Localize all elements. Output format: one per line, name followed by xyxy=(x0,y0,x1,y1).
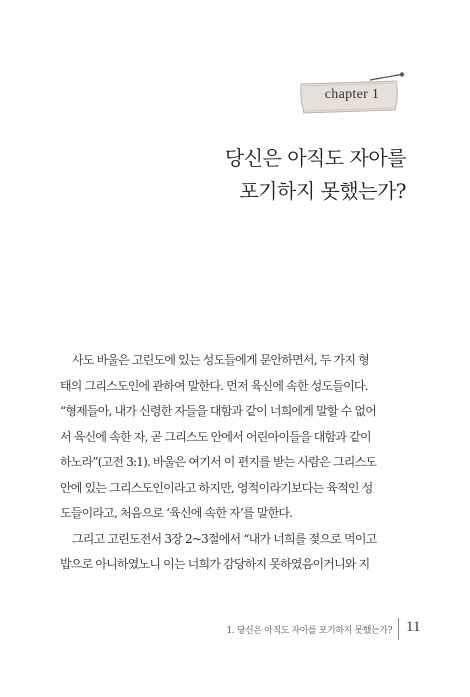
body-line: 그리고 고린도전서 3장 2~3절에서 “내가 너희를 젖으로 먹이고 xyxy=(72,531,377,546)
chapter-title-line: 당신은 아직도 자아를 xyxy=(224,146,406,170)
page-footer xyxy=(0,618,470,642)
body-line: 태의 그리스도인에 관하여 말한다. 먼저 육신에 속한 성도들이다. xyxy=(60,378,368,393)
chapter-title-line: 포기하지 못했는가? xyxy=(239,179,406,203)
body-text xyxy=(60,348,412,578)
running-title: 1. 당신은 아직도 자아를 포기하지 못했는가? xyxy=(226,626,392,636)
body-line: 안에 있는 그리스도인이라고 하지만, 영적이라기보다는 육적인 성 xyxy=(60,480,373,495)
chapter-title xyxy=(225,142,406,208)
chapter-tag xyxy=(298,72,408,122)
body-line: 사도 바울은 고린도에 있는 성도들에게 문안하면서, 두 가지 형 xyxy=(72,353,369,367)
body-line: 서 육신에 속한 자, 곧 그리스도 안에서 어린아이들을 대함과 같이 xyxy=(60,429,371,444)
body-line: 밥으로 아니하였노니 이는 너희가 감당하지 못하였음이거니와 지 xyxy=(60,557,370,571)
body-line: 하노라”(고전 3:1). 바울은 여기서 이 편지를 받는 사람은 그리스도 xyxy=(60,455,377,469)
footer-divider xyxy=(398,618,399,640)
chapter-label: chapter 1 xyxy=(324,87,380,102)
body-line: 도들이라고, 처음으로 ‘육신에 속한 자’를 말한다. xyxy=(60,506,293,520)
body-line: “형제들아, 내가 신령한 자들을 대함과 같이 너희에게 말할 수 없어 xyxy=(60,404,377,418)
page-number: 11 xyxy=(406,619,421,635)
